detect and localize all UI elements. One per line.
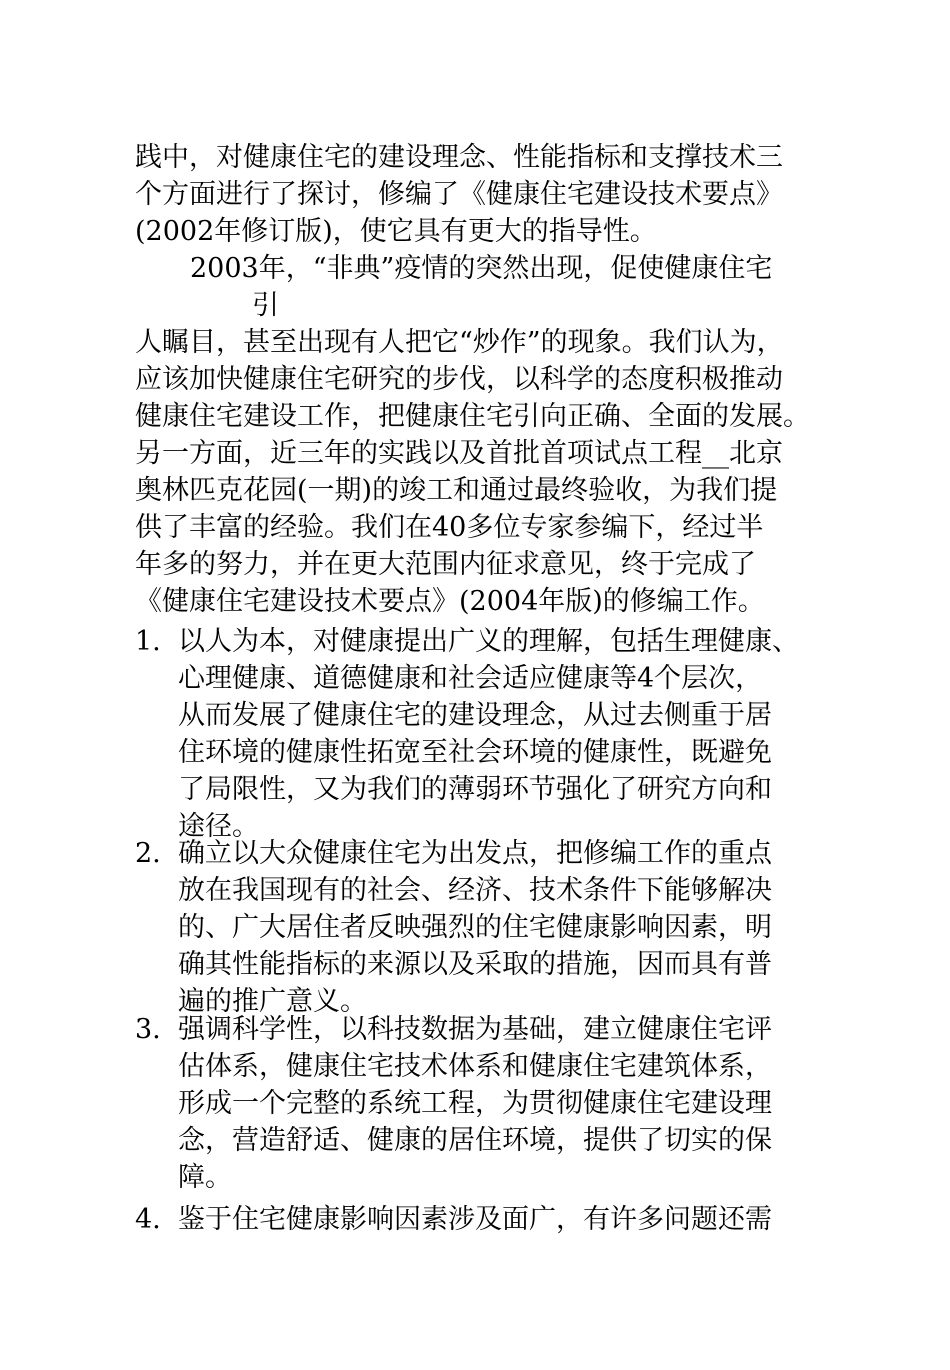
list-item-2-line-5: 遍的推广意义。 [178,986,367,1017]
list-number-4: 4. [135,1204,161,1235]
intro-line-1: 践中，对健康住宅的建设理念、性能指标和支撑技术三 [135,142,783,173]
list-item-3-line-5: 障。 [178,1162,232,1193]
para2-line-6: 供了丰富的经验。我们在40多位专家参编下，经过半 [135,512,764,543]
list-item-1-line-6: 途径。 [178,811,259,842]
intro-line-2: 个方面进行了探讨，修编了《健康住宅建设技术要点》 [135,179,783,210]
list-item-1-line-1: 以人为本，对健康提出广义的理解，包括生理健康、 [178,626,799,657]
list-number-1: 1. [135,626,161,657]
list-item-2-line-1: 确立以大众健康住宅为出发点，把修编工作的重点 [178,838,772,869]
list-item-3-line-2: 估体系，健康住宅技术体系和健康住宅建筑体系， [178,1051,772,1082]
para2-line-8: 《健康住宅建设技术要点》(2004年版)的修编工作。 [135,586,765,617]
list-number-3: 3. [135,1014,161,1045]
para2-line-3: 健康住宅建设工作，把健康住宅引向正确、全面的发展。 [135,401,810,432]
list-item-3-line-1: 强调科学性，以科技数据为基础，建立健康住宅评 [178,1014,772,1045]
list-item-2-line-4: 确其性能指标的来源以及采取的措施，因而具有普 [178,949,772,980]
para2-line-1: 人瞩目，甚至出现有人把它“炒作”的现象。我们认为， [135,327,784,358]
para2-first-line: 2003年，“非典”疫情的突然出现，促使健康住宅 [190,253,773,284]
list-item-3-line-4: 念，营造舒适、健康的居住环境，提供了切实的保 [178,1125,772,1156]
list-item-2-line-3: 的、广大居住者反映强烈的住宅健康影响因素，明 [178,912,772,943]
intro-line-3: (2002年修订版)，使它具有更大的指导性。 [135,216,657,247]
para2-line-7: 年多的努力，并在更大范围内征求意见，终于完成了 [135,549,756,580]
list-number-2: 2. [135,838,161,869]
para2-line-4: 另一方面，近三年的实践以及首批首项试点工程__北京 [135,438,783,469]
list-item-1-line-5: 了局限性，又为我们的薄弱环节强化了研究方向和 [178,774,772,805]
para2-line-2: 应该加快健康住宅研究的步伐，以科学的态度积极推动 [135,364,783,395]
list-item-2-line-2: 放在我国现有的社会、经济、技术条件下能够解决 [178,875,772,906]
para2-wrap-char: 引 [252,290,279,321]
list-item-3-line-3: 形成一个完整的系统工程，为贯彻健康住宅建设理 [178,1088,772,1119]
para2-line-5: 奥林匹克花园(一期)的竣工和通过最终验收，为我们提 [135,475,778,506]
list-item-1-line-4: 住环境的健康性拓宽至社会环境的健康性，既避免 [178,737,772,768]
list-item-1-line-3: 从而发展了健康住宅的建设理念，从过去侧重于居 [178,700,772,731]
list-item-1-line-2: 心理健康、道德健康和社会适应健康等4个层次， [178,663,763,694]
list-item-4-line-1: 鉴于住宅健康影响因素涉及面广，有许多问题还需 [178,1204,772,1235]
